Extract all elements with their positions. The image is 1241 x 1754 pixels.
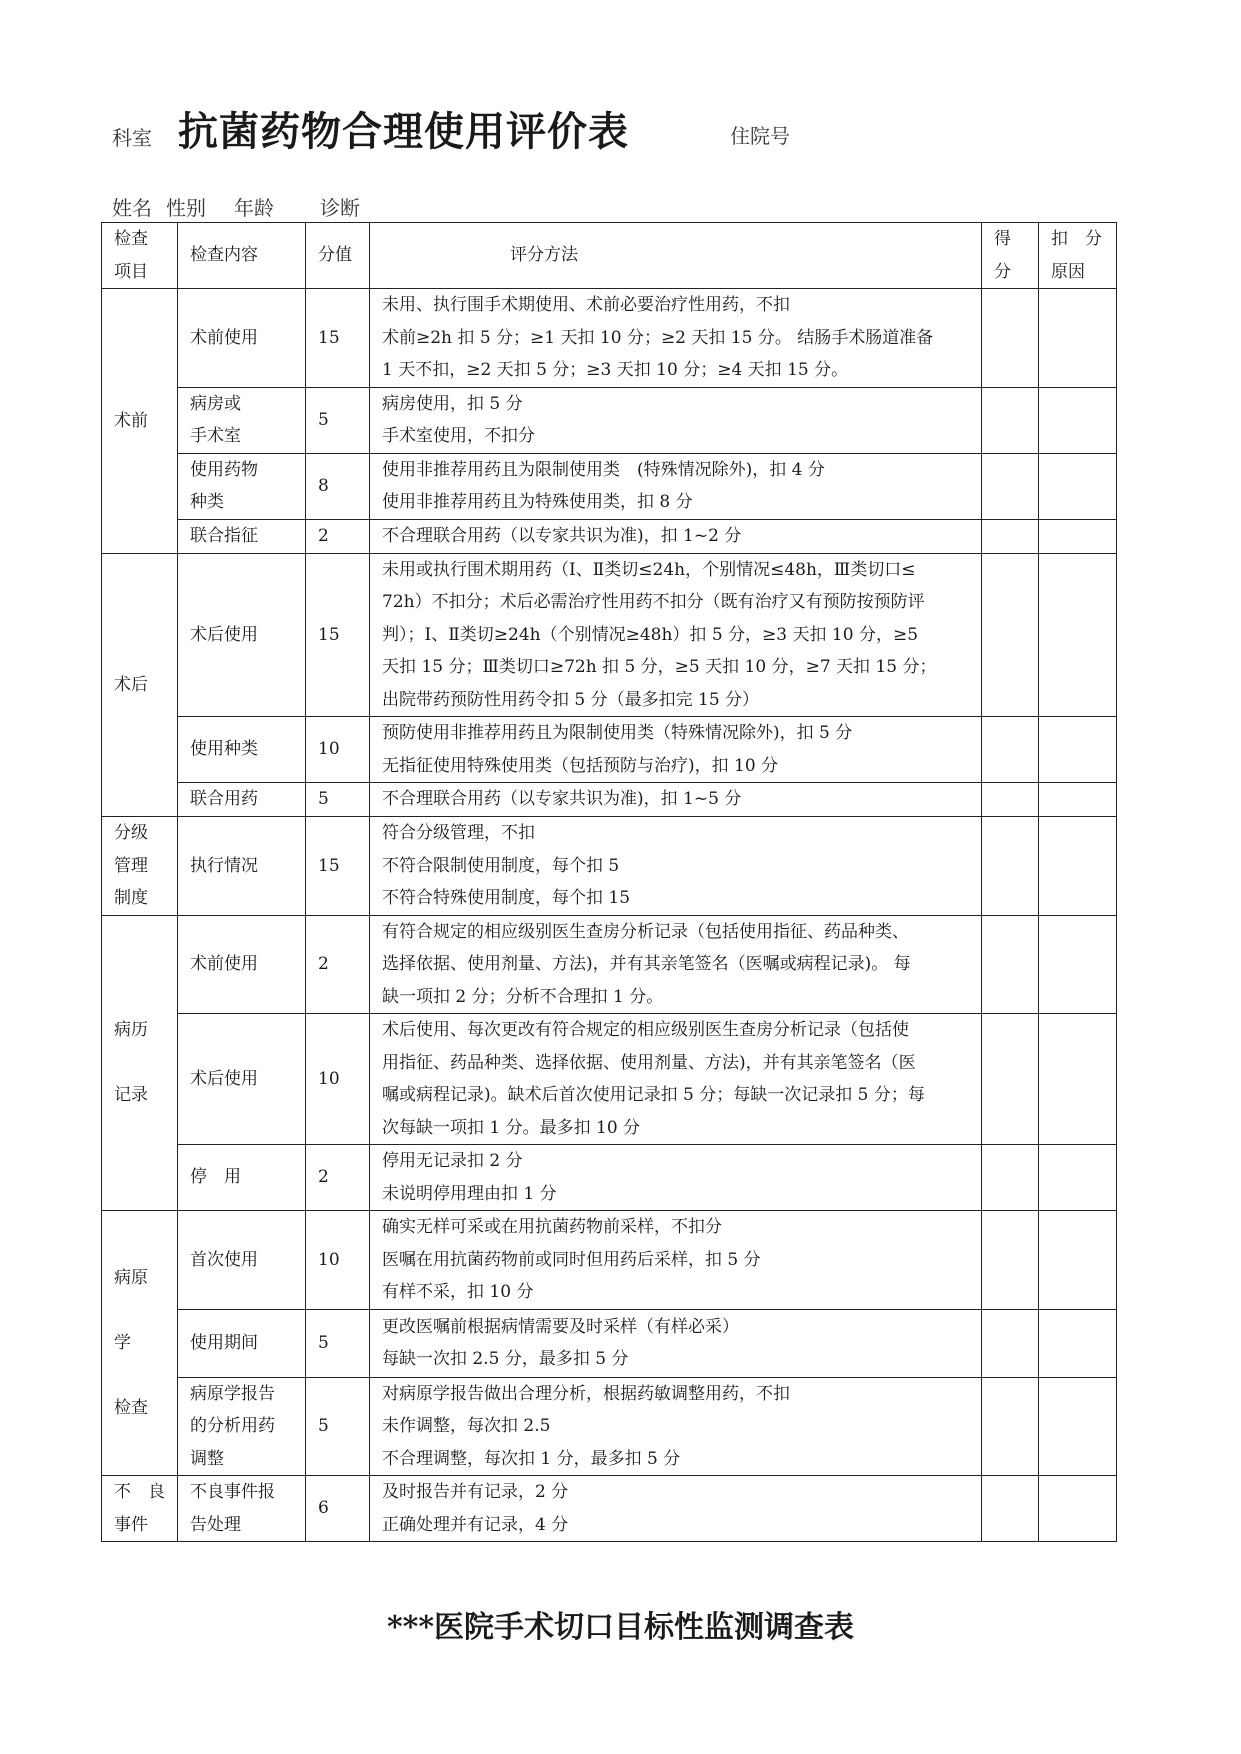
score-got-cell[interactable] [982,1377,1039,1476]
method-line: 嘱或病程记录)。缺术后首次使用记录扣 5 分；每缺一次记录扣 5 分；每 [382,1085,925,1105]
header-content: 检查内容 [178,223,306,289]
score-got-cell[interactable] [982,915,1039,1014]
deduction-reason-cell[interactable] [1039,1014,1117,1145]
table-row [102,1377,1117,1476]
method-line: 有符合规定的相应级别医生查房分析记录（包括使用指征、药品种类、 [382,921,909,942]
header-got: 得 分 [982,223,1039,289]
method-line: 医嘱在用抗菌药物前或同时但用药后采样，扣 5 分 [382,1249,761,1270]
method-line: 符合分级管理，不扣 [382,823,535,843]
method-line: 不符合特殊使用制度，每个扣 15 [382,888,631,908]
category-cell: 不 良 事件 [102,1476,178,1542]
table-row [102,817,1117,916]
table-row [102,1145,1117,1211]
method-line: 未用或执行围术期用药（Ⅰ、Ⅱ类切≤24h，个别情况≤48h，Ⅲ类切口≤ [382,559,916,580]
method-line: 72h）不扣分；术后必需治疗性用药不扣分（既有治疗又有预防按预防评 [382,592,925,612]
method-line: 术前≥2h 扣 5 分；≥1 天扣 10 分；≥2 天扣 15 分。 结肠手术肠道准备 [382,327,934,348]
table-row [102,553,1117,717]
method-line: 无指征使用特殊使用类（包括预防与治疗)，扣 10 分 [382,755,779,776]
method-line: 正确处理并有记录，4 分 [382,1514,569,1535]
method-cell [370,915,982,1014]
deduction-reason-cell[interactable] [1039,783,1117,817]
score-cell: 8 [306,453,370,519]
method-line: 不合理联合用药（以专家共识为准)，扣 1~2 分 [382,525,742,546]
content-cell: 联合用药 [178,783,306,817]
deduction-reason-cell[interactable] [1039,717,1117,783]
table-row [102,1014,1117,1145]
score-cell: 10 [306,1014,370,1145]
method-line: 使用非推荐用药且为特殊使用类，扣 8 分 [382,492,693,512]
score-got-cell[interactable] [982,717,1039,783]
score-got-cell[interactable] [982,289,1039,388]
score-got-cell[interactable] [982,387,1039,453]
method-line: 不合理联合用药（以专家共识为准)，扣 1~5 分 [382,789,742,810]
method-line: 术后使用、每次更改有符合规定的相应级别医生查房分析记录（包括使 [382,1020,909,1040]
header-score: 分值 [306,223,370,289]
table-header-row [102,223,1117,289]
method-cell [370,1377,982,1476]
deduction-reason-cell[interactable] [1039,1309,1117,1377]
method-line: 停用无记录扣 2 分 [382,1151,523,1171]
score-got-cell[interactable] [982,1476,1039,1542]
method-line: 使用非推荐用药且为限制使用类 (特殊情况除外)，扣 4 分 [382,459,825,480]
method-cell [370,519,982,553]
score-got-cell[interactable] [982,519,1039,553]
header-reason: 扣 分 原因 [1039,223,1117,289]
category-cell: 病原 学 检查 [102,1211,178,1476]
score-got-cell[interactable] [982,817,1039,916]
content-cell: 执行情况 [178,817,306,916]
table-row [102,1211,1117,1310]
dept-label: 科室 [112,126,152,150]
method-line: 未用、执行围手术期使用、术前必要治疗性用药，不扣 [382,295,790,315]
score-got-cell[interactable] [982,783,1039,817]
method-cell [370,387,982,453]
method-cell [370,1145,982,1211]
score-cell: 5 [306,1309,370,1377]
deduction-reason-cell[interactable] [1039,553,1117,717]
score-cell: 5 [306,783,370,817]
score-cell: 10 [306,717,370,783]
content-cell: 首次使用 [178,1211,306,1310]
table-row [102,453,1117,519]
method-cell [370,717,982,783]
method-line: 手术室使用，不扣分 [382,426,535,446]
deduction-reason-cell[interactable] [1039,1377,1117,1476]
table-row [102,783,1117,817]
method-cell [370,1309,982,1377]
method-line: 确实无样可采或在用抗菌药物前采样，不扣分 [382,1217,722,1237]
score-cell: 10 [306,1211,370,1310]
score-got-cell[interactable] [982,1211,1039,1310]
deduction-reason-cell[interactable] [1039,519,1117,553]
content-cell: 使用药物 种类 [178,453,306,519]
method-line: 预防使用非推荐用药且为限制使用类（特殊情况除外)，扣 5 分 [382,723,853,743]
score-got-cell[interactable] [982,1014,1039,1145]
method-line: 病房使用，扣 5 分 [382,393,523,414]
score-cell: 2 [306,519,370,553]
content-cell: 病原学报告 的分析用药 调整 [178,1377,306,1476]
score-cell: 2 [306,1145,370,1211]
page-title: 抗菌药物合理使用评价表 [178,108,629,155]
method-line: 天扣 15 分；Ⅲ类切口≥72h 扣 5 分，≥5 天扣 10 分，≥7 天扣 15 分； [382,657,937,677]
content-cell: 病房或 手术室 [178,387,306,453]
score-cell: 6 [306,1476,370,1542]
score-cell: 5 [306,387,370,453]
method-line: 1 天不扣，≥2 天扣 5 分；≥3 天扣 10 分；≥4 天扣 15 分。 [382,360,849,380]
deduction-reason-cell[interactable] [1039,915,1117,1014]
score-cell: 15 [306,553,370,717]
method-cell [370,553,982,717]
method-line: 未说明停用理由扣 1 分 [382,1183,557,1204]
content-cell: 术后使用 [178,553,306,717]
method-cell [370,783,982,817]
method-cell [370,453,982,519]
method-line: 选择依据、使用剂量、方法)，并有其亲笔签名（医嘱或病程记录)。 每 [382,954,911,974]
table-row [102,1476,1117,1542]
method-line: 未作调整，每次扣 2.5 [382,1416,551,1436]
score-cell: 15 [306,289,370,388]
content-cell: 不良事件报 告处理 [178,1476,306,1542]
method-line: 对病原学报告做出合理分析，根据药敏调整用药，不扣 [382,1383,790,1404]
deduction-reason-cell[interactable] [1039,1211,1117,1310]
name-label: 姓名 [112,196,152,220]
age-label: 年龄 [234,196,274,220]
method-line: 不合理调整，每次扣 1 分，最多扣 5 分 [382,1448,681,1469]
deduction-reason-cell[interactable] [1039,817,1117,916]
method-line: 判）；Ⅰ、Ⅱ类切≥24h（个别情况≥48h）扣 5 分，≥3 天扣 10 分，≥5 [382,624,919,645]
table-row [102,1309,1117,1377]
category-cell: 分级 管理 制度 [102,817,178,916]
deduction-reason-cell[interactable] [1039,289,1117,388]
method-line: 有样不采，扣 10 分 [382,1282,534,1302]
admission-number-label: 住院号 [730,124,790,148]
next-form-title: ***医院手术切口目标性监测调查表 [386,1610,855,1645]
score-got-cell[interactable] [982,1309,1039,1377]
diagnosis-label: 诊断 [320,196,360,220]
table-row [102,717,1117,783]
content-cell: 使用种类 [178,717,306,783]
score-got-cell[interactable] [982,453,1039,519]
score-cell: 5 [306,1377,370,1476]
deduction-reason-cell[interactable] [1039,453,1117,519]
method-line: 更改医嘱前根据病情需要及时采样（有样必采） [382,1316,739,1337]
method-line: 用指征、药品种类、选择依据、使用剂量、方法)，并有其亲笔签名（医 [382,1052,916,1073]
page-header [112,100,1112,160]
gender-label: 性别 [166,196,206,220]
score-got-cell[interactable] [982,1145,1039,1211]
method-line: 缺一项扣 2 分；分析不合理扣 1 分。 [382,986,664,1007]
method-cell [370,1476,982,1542]
method-line: 次每缺一项扣 1 分。最多扣 10 分 [382,1117,641,1138]
method-line: 不符合限制使用制度，每个扣 5 [382,855,620,876]
method-cell [370,289,982,388]
category-cell: 病历 记录 [102,915,178,1211]
score-cell: 15 [306,817,370,916]
header-method: 评分方法 [370,223,982,289]
content-cell: 术后使用 [178,1014,306,1145]
table-row [102,387,1117,453]
category-cell: 术后 [102,553,178,817]
deduction-reason-cell[interactable] [1039,1476,1117,1542]
score-got-cell[interactable] [982,553,1039,717]
content-cell: 术前使用 [178,915,306,1014]
evaluation-table [101,222,1117,1542]
method-line: 出院带药预防性用药令扣 5 分（最多扣完 15 分） [382,689,760,710]
deduction-reason-cell[interactable] [1039,1145,1117,1211]
content-cell: 停 用 [178,1145,306,1211]
header-item: 检查 项目 [102,223,178,289]
table-row [102,289,1117,388]
method-cell [370,1014,982,1145]
content-cell: 术前使用 [178,289,306,388]
method-cell [370,817,982,916]
score-cell: 2 [306,915,370,1014]
content-cell: 联合指征 [178,519,306,553]
method-cell [370,1211,982,1310]
table-row [102,519,1117,553]
content-cell: 使用期间 [178,1309,306,1377]
method-line: 及时报告并有记录，2 分 [382,1482,569,1502]
table-row [102,915,1117,1014]
method-line: 每缺一次扣 2.5 分，最多扣 5 分 [382,1349,629,1369]
deduction-reason-cell[interactable] [1039,387,1117,453]
category-cell: 术前 [102,289,178,554]
